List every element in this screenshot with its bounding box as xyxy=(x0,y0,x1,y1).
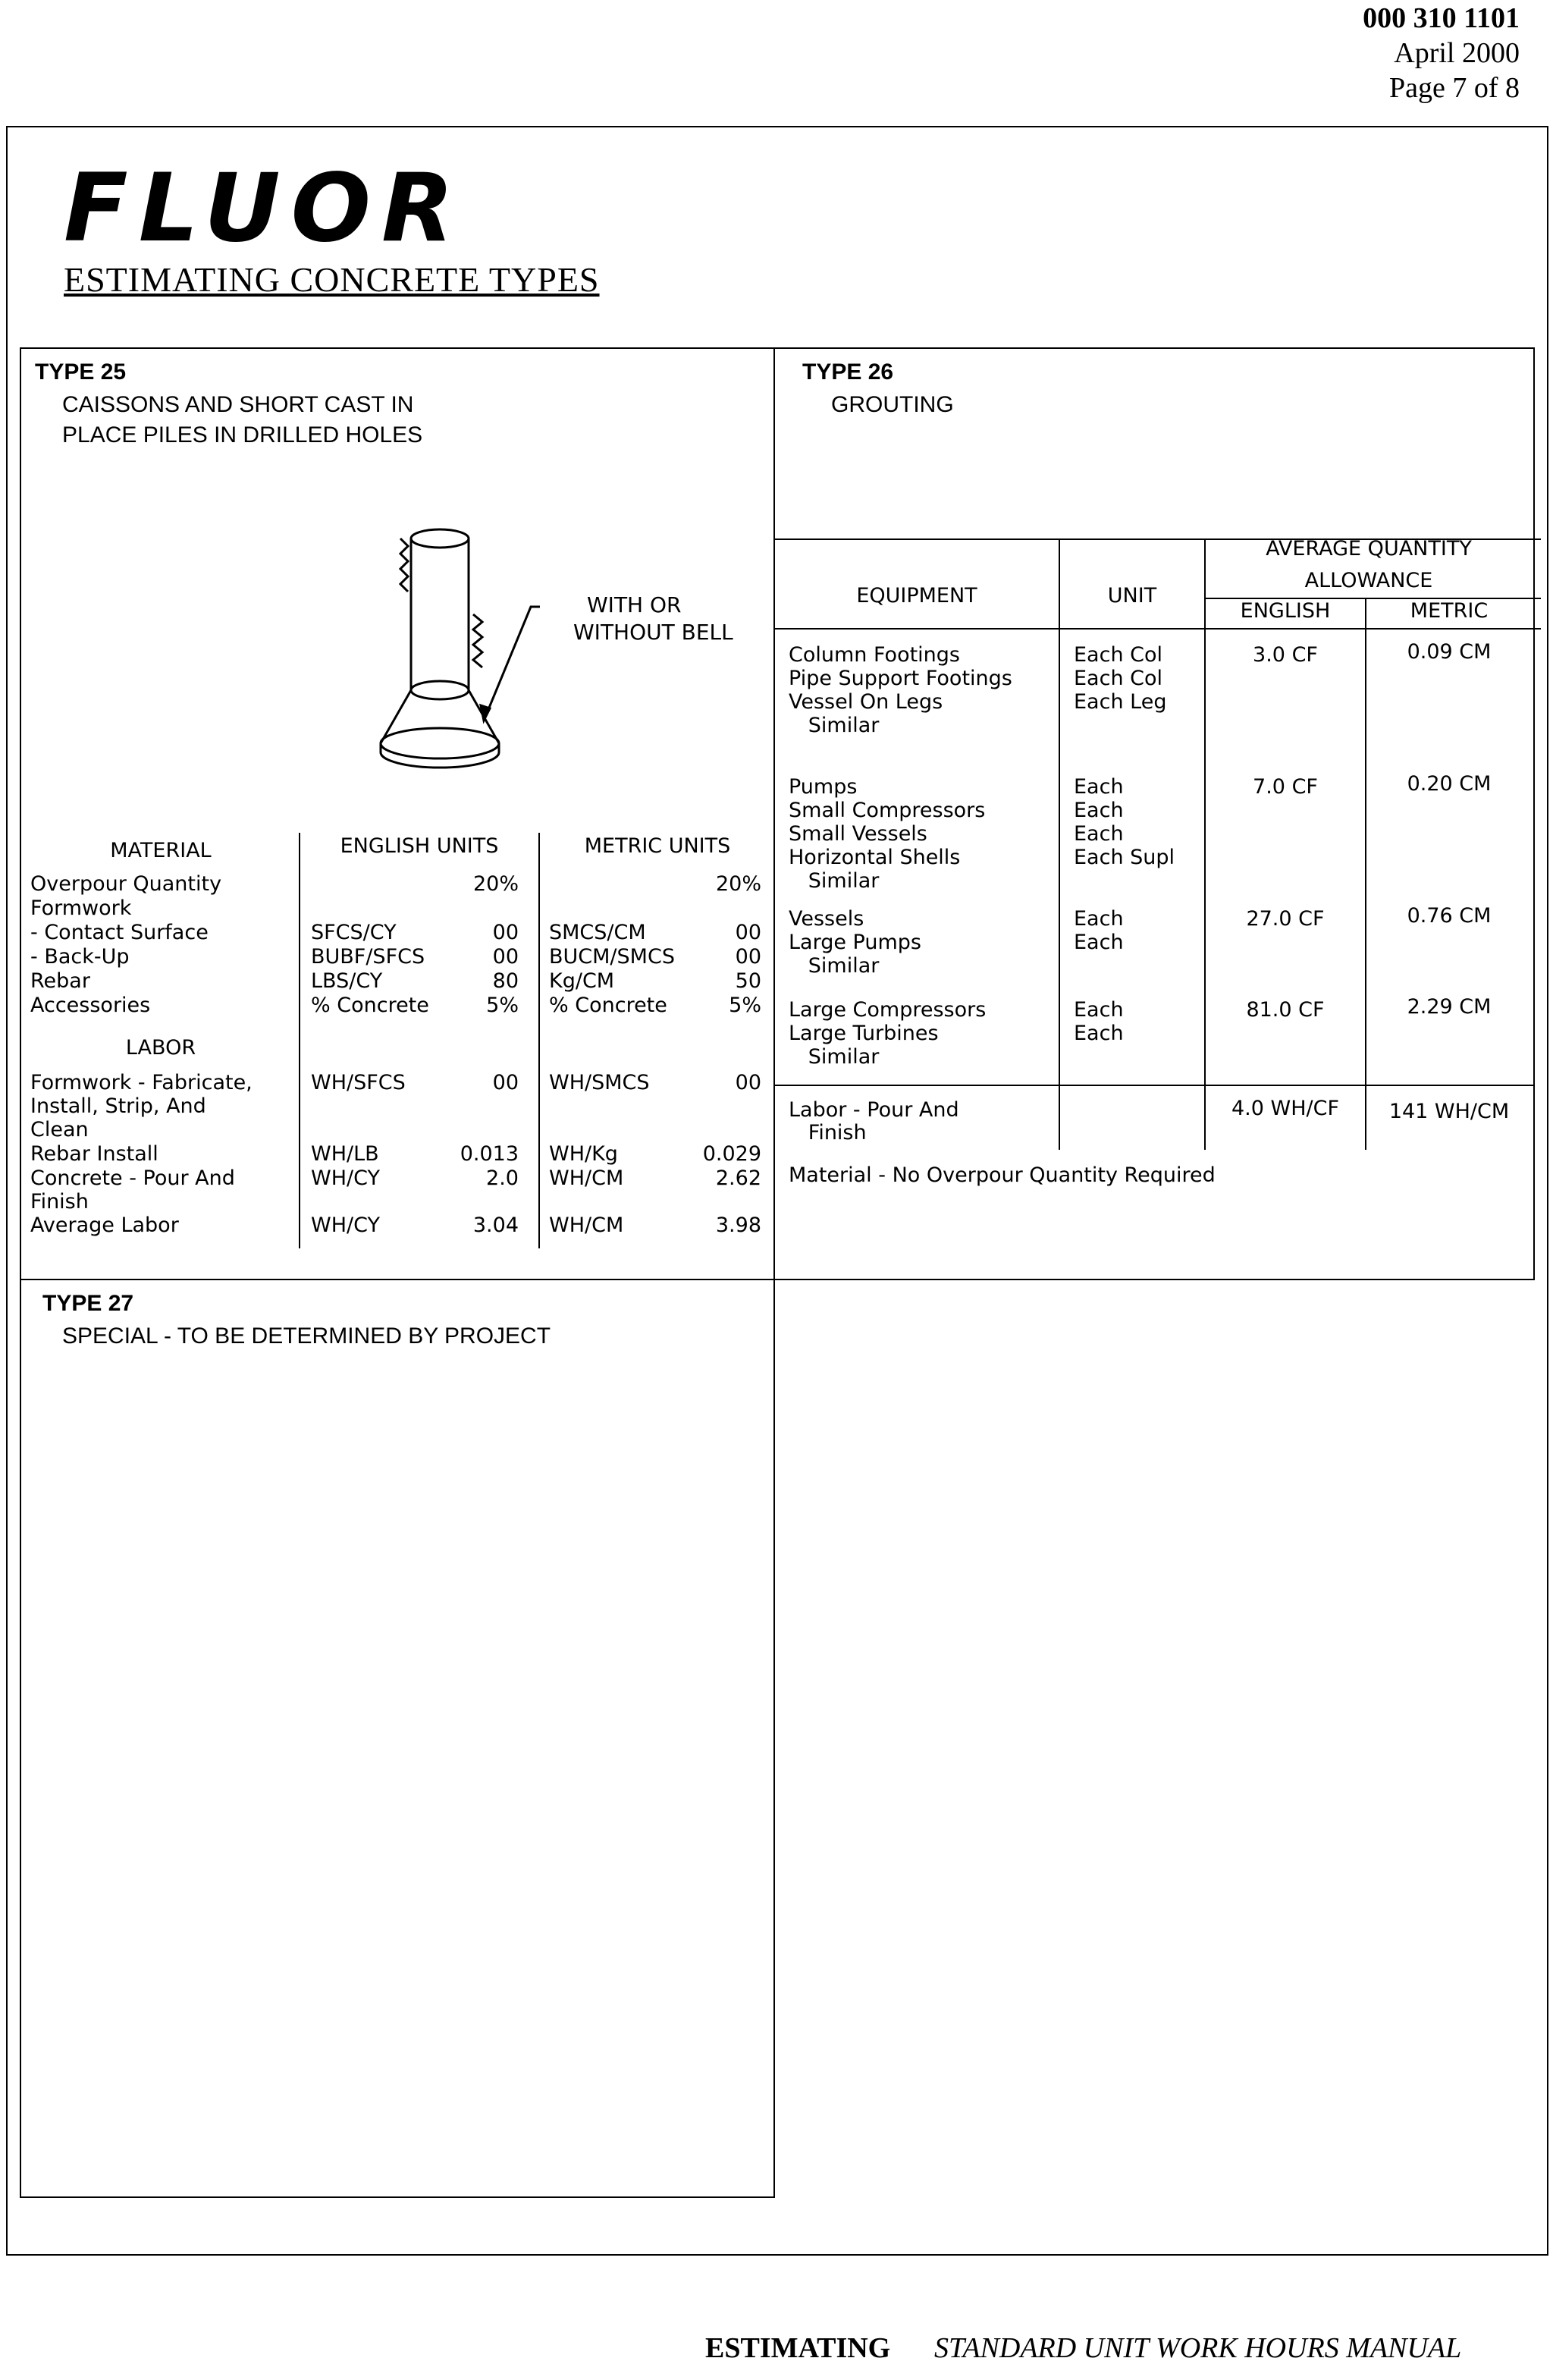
t25-labor-item: Finish xyxy=(30,1190,89,1214)
t25-labor-met-unit: WH/SMCS xyxy=(549,1071,650,1094)
fluor-logo: FLUOR xyxy=(64,154,465,263)
type25-desc-line1: CAISSONS AND SHORT CAST IN xyxy=(62,392,414,417)
type26-col-english: ENGLISH xyxy=(1240,599,1331,623)
t26-unit: Each Col xyxy=(1074,667,1163,690)
t25-eng-val: 00 xyxy=(492,945,519,969)
t25-item: - Back-Up xyxy=(30,945,130,969)
t25-labor-eng-val: 2.0 xyxy=(486,1166,519,1190)
t26-unit: Each xyxy=(1074,998,1124,1022)
t25-labor-met-val: 3.98 xyxy=(715,1214,761,1237)
t25-met-unit: % Concrete xyxy=(549,994,667,1017)
t26-equipment-item: Vessel On Legs xyxy=(789,690,943,714)
type26-col-divider-2 xyxy=(1204,538,1206,1150)
t25-labor-met-unit: WH/Kg xyxy=(549,1142,618,1166)
t25-met-val: 00 xyxy=(735,921,761,944)
type26-col-divider-3 xyxy=(1365,598,1366,1150)
t25-labor-item: Rebar Install xyxy=(30,1142,158,1166)
t25-met-val: 00 xyxy=(735,945,761,969)
t26-unit: Each xyxy=(1074,775,1124,799)
type26-labor-metric: 141 WH/CM xyxy=(1388,1100,1510,1123)
type27-desc: SPECIAL - TO BE DETERMINED BY PROJECT xyxy=(62,1323,551,1349)
t26-equipment-item: Vessels xyxy=(789,907,864,931)
t26-unit: Each Col xyxy=(1074,643,1163,667)
type26-col-divider-1 xyxy=(1059,538,1060,1150)
type25-panel xyxy=(20,347,775,1280)
t25-labor-eng-unit: WH/LB xyxy=(311,1142,379,1166)
t25-eng-val: 5% xyxy=(486,994,519,1017)
t26-english: 27.0 CF xyxy=(1246,907,1325,931)
t26-equipment-item: Large Pumps xyxy=(789,931,921,954)
type26-col-unit: UNIT xyxy=(1107,584,1157,608)
t26-unit: Each Supl xyxy=(1074,846,1175,869)
t26-unit: Each xyxy=(1074,799,1124,822)
t26-english: 81.0 CF xyxy=(1246,998,1325,1022)
type26-desc: GROUTING xyxy=(831,392,954,417)
type26-labor-line2: Finish xyxy=(789,1121,867,1144)
type27-title: TYPE 27 xyxy=(42,1291,134,1316)
t26-equipment-item: Small Vessels xyxy=(789,822,927,846)
t26-equipment-item: Similar xyxy=(789,869,880,893)
type26-labor-english: 4.0 WH/CF xyxy=(1231,1097,1339,1120)
document-number: 000 310 1101 xyxy=(1363,2,1520,34)
t25-labor-eng-unit: WH/CY xyxy=(311,1214,380,1237)
type26-col-metric: METRIC xyxy=(1410,599,1489,623)
t26-equipment-item: Column Footings xyxy=(789,643,960,667)
t25-met-unit: BUCM/SMCS xyxy=(549,945,675,969)
t26-equipment-item: Horizontal Shells xyxy=(789,846,961,869)
t26-equipment-item: Similar xyxy=(789,954,880,978)
type25-col-material: MATERIAL xyxy=(110,839,212,862)
footer-right: STANDARD UNIT WORK HOURS MANUAL xyxy=(934,2332,1462,2364)
t26-metric: 2.29 CM xyxy=(1407,995,1492,1019)
t25-labor-item: Formwork - Fabricate, xyxy=(30,1071,253,1094)
figure-label-line2: WITHOUT BELL xyxy=(573,620,733,645)
t25-item: Formwork xyxy=(30,896,132,920)
footer-left: ESTIMATING xyxy=(705,2332,891,2364)
t25-labor-eng-val: 0.013 xyxy=(460,1142,519,1166)
t25-item: - Contact Surface xyxy=(30,921,209,944)
type25-title: TYPE 25 xyxy=(35,360,127,385)
t25-labor-met-unit: WH/CM xyxy=(549,1214,624,1237)
t26-metric: 0.20 CM xyxy=(1407,772,1492,796)
page-title: ESTIMATING CONCRETE TYPES xyxy=(64,260,600,299)
type26-note: Material - No Overpour Quantity Required xyxy=(789,1163,1216,1187)
t25-labor-eng-unit: WH/SFCS xyxy=(311,1071,406,1094)
t26-english: 7.0 CF xyxy=(1253,775,1318,799)
t25-met-unit: Kg/CM xyxy=(549,969,615,993)
t25-labor-item: Clean xyxy=(30,1118,89,1141)
type26-title: TYPE 26 xyxy=(802,360,894,385)
figure-label-line1: WITH OR xyxy=(587,592,682,617)
t25-eng-val: 80 xyxy=(492,969,519,993)
type26-col-avg-line2: ALLOWANCE xyxy=(1304,569,1433,592)
t26-unit: Each xyxy=(1074,1022,1124,1045)
document-date: April 2000 xyxy=(1394,37,1520,69)
t26-equipment-item: Pumps xyxy=(789,775,858,799)
t25-labor-item: Average Labor xyxy=(30,1214,179,1237)
t25-met-unit: SMCS/CM xyxy=(549,921,646,944)
t25-labor-eng-val: 3.04 xyxy=(472,1214,519,1237)
t25-met-val: 5% xyxy=(729,994,761,1017)
t26-equipment-item: Pipe Support Footings xyxy=(789,667,1012,690)
t25-eng-unit: LBS/CY xyxy=(311,969,383,993)
type25-labor-heading: LABOR xyxy=(125,1036,196,1060)
t25-met-val: 50 xyxy=(735,969,761,993)
type25-col-divider-1 xyxy=(299,833,300,1248)
t26-equipment-item: Small Compressors xyxy=(789,799,986,822)
t26-unit: Each xyxy=(1074,907,1124,931)
t25-met-val: 20% xyxy=(715,872,761,896)
t25-item: Overpour Quantity xyxy=(30,872,222,896)
type27-panel xyxy=(20,1279,775,2198)
t26-equipment-item: Similar xyxy=(789,1045,880,1069)
type25-col-divider-2 xyxy=(538,833,540,1248)
type26-col-avg-line1: AVERAGE QUANTITY xyxy=(1266,537,1472,560)
t25-labor-eng-unit: WH/CY xyxy=(311,1166,380,1190)
t25-labor-met-unit: WH/CM xyxy=(549,1166,624,1190)
type25-desc-line2: PLACE PILES IN DRILLED HOLES xyxy=(62,422,423,447)
t25-labor-item: Concrete - Pour And xyxy=(30,1166,235,1190)
t25-eng-unit: % Concrete xyxy=(311,994,429,1017)
t25-eng-unit: SFCS/CY xyxy=(311,921,397,944)
type26-labor-line1: Labor - Pour And xyxy=(789,1098,959,1122)
t26-metric: 0.76 CM xyxy=(1407,904,1492,928)
t25-eng-val: 20% xyxy=(472,872,519,896)
t26-metric: 0.09 CM xyxy=(1407,640,1492,664)
t26-equipment-item: Large Compressors xyxy=(789,998,987,1022)
t25-eng-val: 00 xyxy=(492,921,519,944)
t26-unit: Each xyxy=(1074,822,1124,846)
t25-labor-met-val: 00 xyxy=(735,1071,761,1094)
t26-english: 3.0 CF xyxy=(1253,643,1318,667)
t25-labor-met-val: 0.029 xyxy=(702,1142,761,1166)
t25-labor-eng-val: 00 xyxy=(492,1071,519,1094)
t25-labor-item: Install, Strip, And xyxy=(30,1094,206,1118)
t26-equipment-item: Similar xyxy=(789,714,880,737)
type26-header-bottom xyxy=(775,628,1541,630)
t25-item: Rebar xyxy=(30,969,90,993)
figure-label xyxy=(573,592,733,646)
t26-unit: Each xyxy=(1074,931,1124,954)
t26-equipment-item: Large Turbines xyxy=(789,1022,939,1045)
t25-eng-unit: BUBF/SFCS xyxy=(311,945,425,969)
t25-item: Accessories xyxy=(30,994,151,1017)
type26-col-equipment: EQUIPMENT xyxy=(856,584,977,608)
t25-labor-met-val: 2.62 xyxy=(715,1166,761,1190)
type26-labor-line xyxy=(775,1085,1535,1086)
type25-col-english: ENGLISH UNITS xyxy=(340,834,499,858)
type25-col-metric: METRIC UNITS xyxy=(584,834,731,858)
page-number: Page 7 of 8 xyxy=(1388,72,1520,104)
t26-unit: Each Leg xyxy=(1074,690,1167,714)
